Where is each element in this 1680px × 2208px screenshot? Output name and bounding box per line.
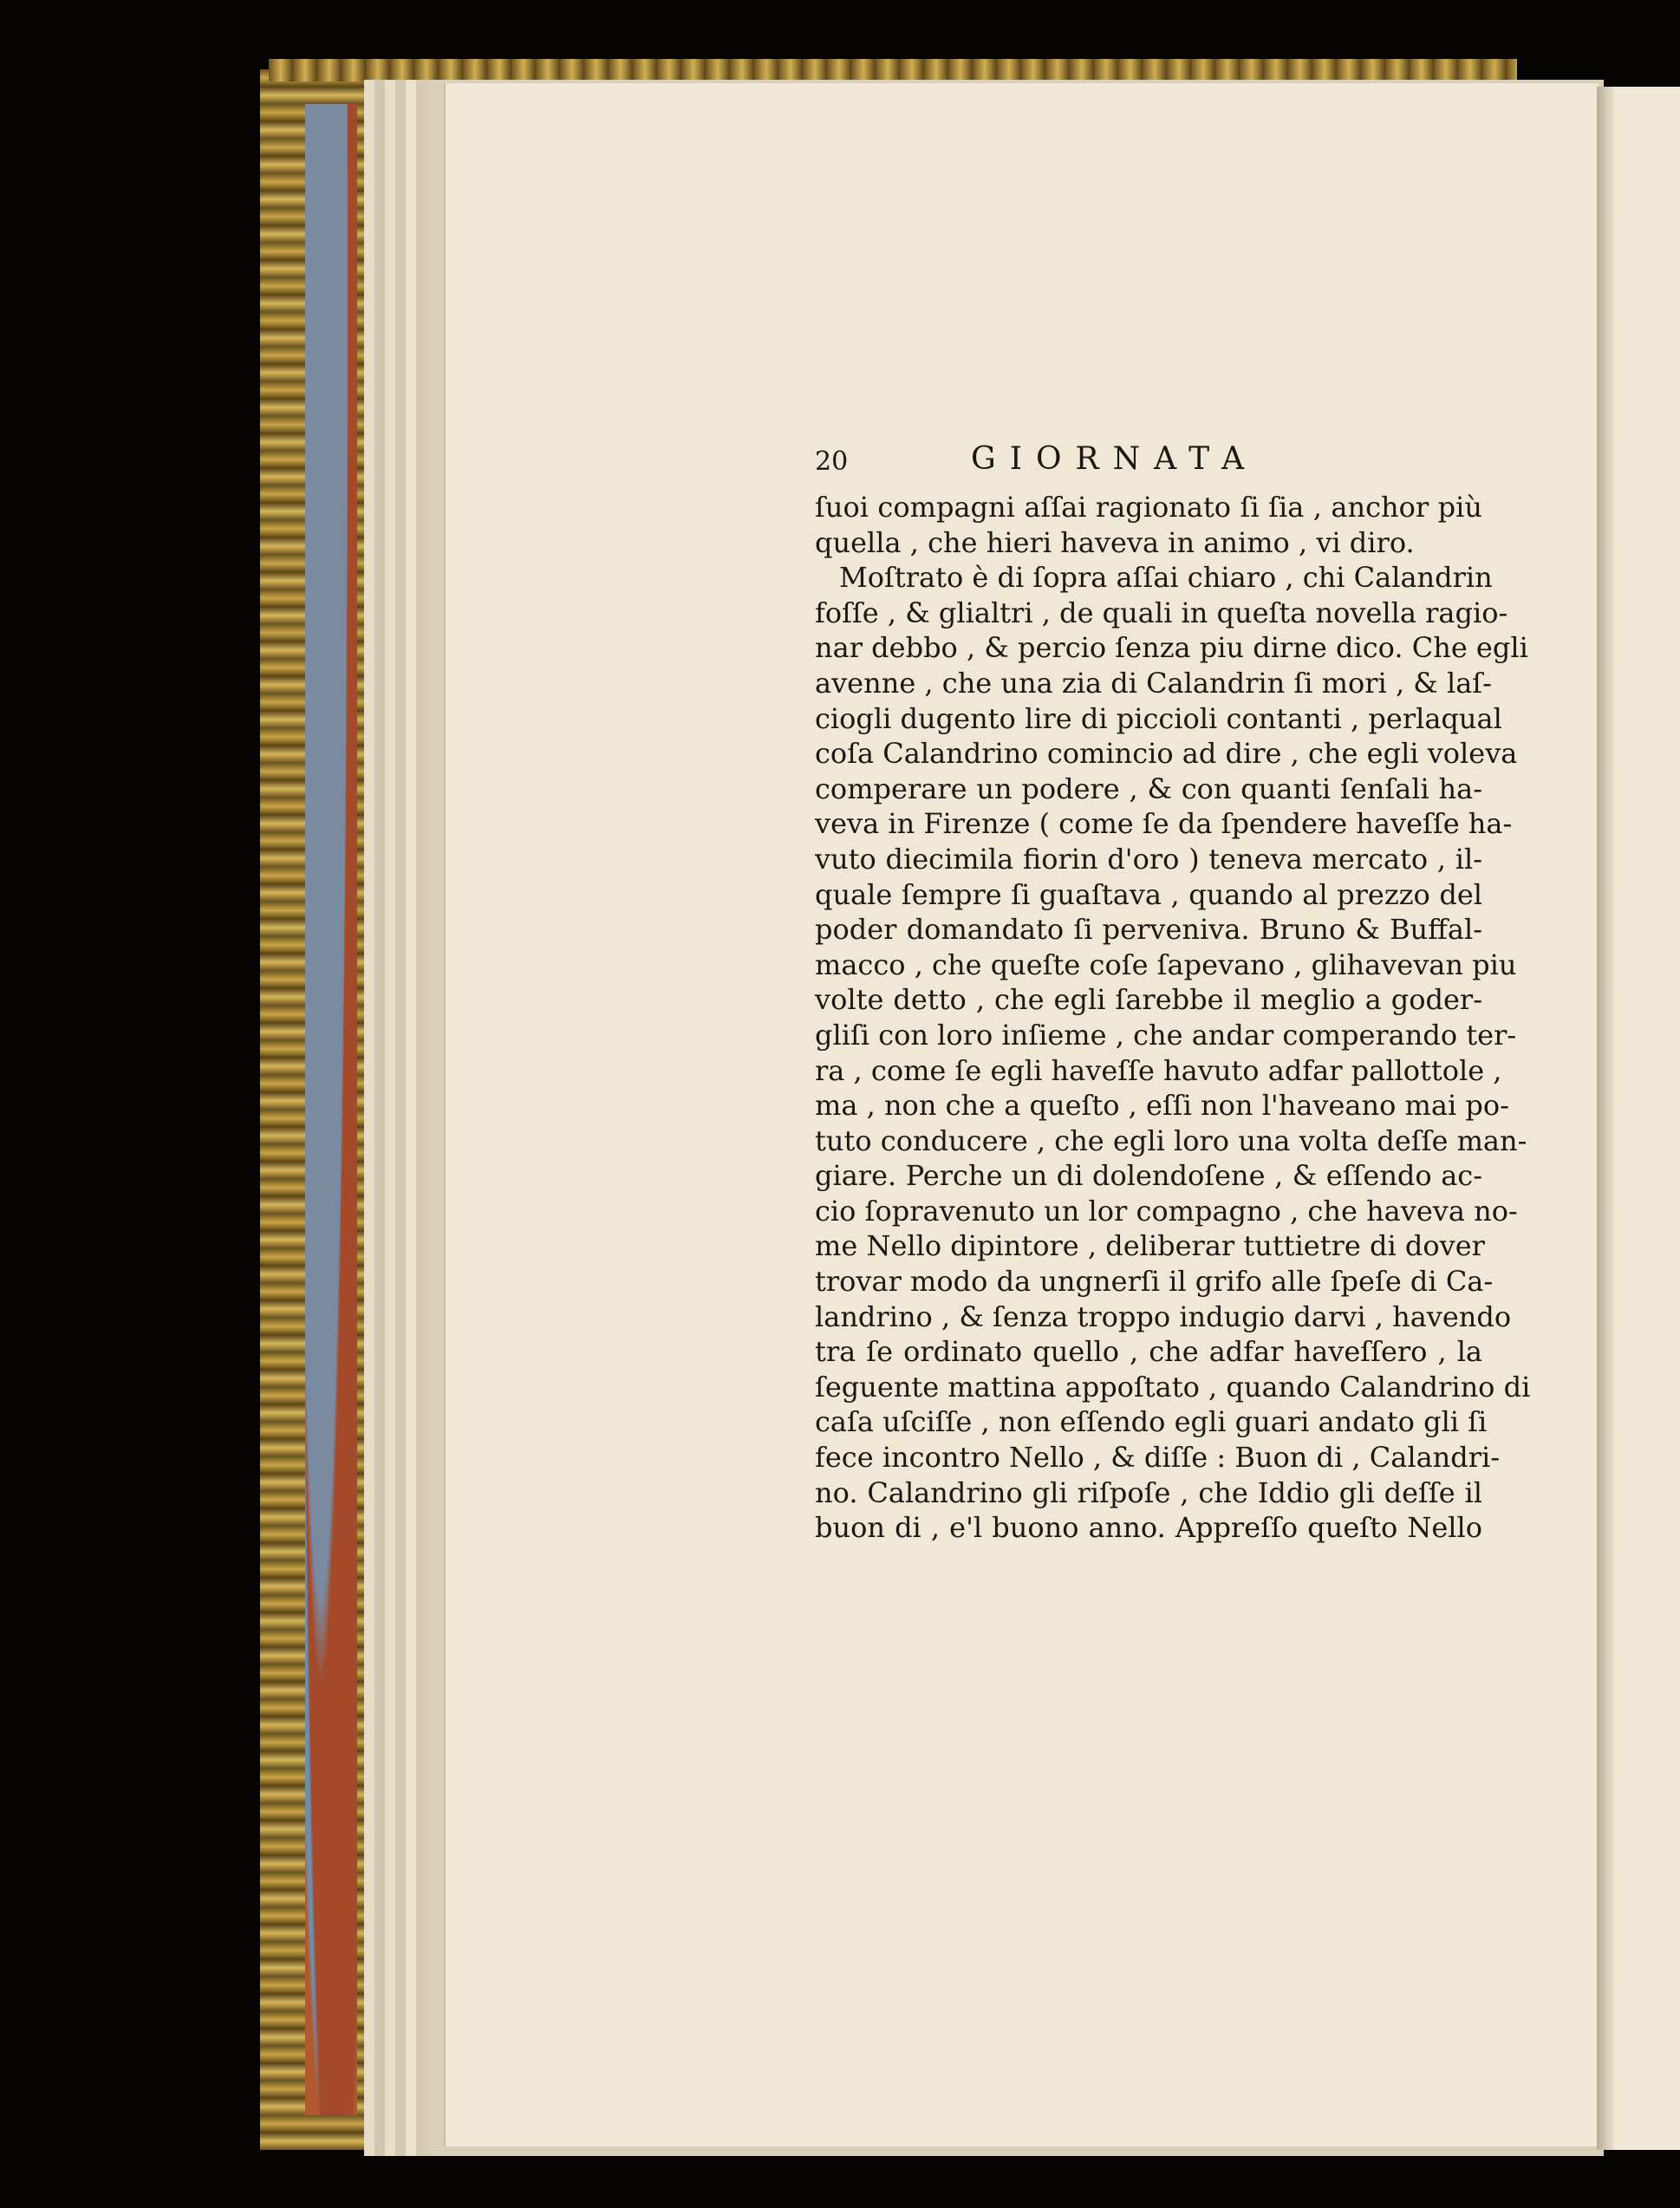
text-line: tuto conducere , che egli loro una volta deſſe man-: [815, 1124, 1527, 1157]
text-line: ciogli dugento lire di piccioli contanti , perlaqual: [815, 701, 1502, 735]
gilt-top-border: [269, 59, 1517, 81]
text-line: fece incontro Nello , & diſſe : Buon di , Calandri-: [815, 1441, 1501, 1475]
text-line: Moſtrato è di ſopra aſſai chiaro , chi Calandrin: [839, 561, 1493, 595]
text-line: macco , che queſte coſe ſapevano , glihavevan piu: [815, 948, 1517, 981]
page-text-block: [815, 438, 1531, 1546]
text-line: ma , non che a queſto , eſſi non l'haveano mai po-: [815, 1089, 1509, 1123]
text-line: avenne , che una zia di Calandrin ſi mori , & laſ-: [815, 666, 1492, 700]
text-line: giare. Perche un di dolendoſene , & eſſendo ac-: [815, 1159, 1482, 1193]
text-line: vuto diecimila fiorin d'oro ) teneva mercato , il-: [815, 842, 1482, 876]
page-gutter: [1597, 87, 1614, 2150]
text-line: quale ſempre ſi guaſtava , quando al prezzo del: [815, 877, 1482, 911]
text-line: buon di , e'l buono anno. Appreſſo queſto Nello: [815, 1511, 1482, 1545]
text-line: ſuoi compagni aſſai ragionato ſi ſia , anchor più: [815, 491, 1482, 524]
running-title: GIORNATA: [971, 441, 1259, 477]
text-line: caſa uſciſſe , non eſſendo egli guari andato gli ſi: [815, 1405, 1488, 1439]
marbled-endpaper: [305, 104, 357, 2115]
text-line: quella , che hieri haveva in animo , vi diro.: [815, 525, 1415, 559]
text-line: ſeguente mattina appoſtato , quando Calandrino di: [815, 1370, 1531, 1404]
text-line: comperare un podere , & con quanti ſenſali ha-: [815, 772, 1482, 805]
text-line: nar debbo , & percio ſenza piu dirne dico. Che egli: [815, 631, 1528, 665]
text-line: cio ſopravenuto un lor compagno , che haveva no-: [815, 1194, 1518, 1228]
text-line: coſa Calandrino comincio ad dire , che egli voleva: [815, 737, 1518, 771]
page-number: 20: [815, 446, 849, 477]
text-line: trovar modo da ungnerſi il grifo alle ſpeſe di Ca-: [815, 1265, 1494, 1299]
text-line: gliſi con loro inſieme , che andar comperando ter-: [815, 1018, 1517, 1052]
running-head: [815, 438, 1482, 490]
text-line: poder domandato ſi perveniva. Bruno & Buffal-: [815, 913, 1482, 947]
text-line: tra ſe ordinato quello , che adfar haveſſero , la: [815, 1335, 1482, 1369]
text-line: no. Calandrino gli riſpoſe , che Iddio gli deſſe il: [815, 1475, 1482, 1509]
text-line: veva in Firenze ( come ſe da ſpendere haveſſe ha-: [815, 807, 1513, 841]
text-line: ra , come ſe egli haveſſe havuto adfar pallottole ,: [815, 1053, 1502, 1087]
text-line: volte detto , che egli ſarebbe il meglio a goder-: [815, 983, 1482, 1017]
text-line: landrino , & ſenza troppo indugio darvi , havendo: [815, 1299, 1512, 1333]
facing-page-edge: [1614, 87, 1680, 2150]
text-line: foſſe , & glialtri , de quali in queſta novella ragio-: [815, 596, 1508, 629]
text-line: me Nello dipintore , deliberar tuttietre di dover: [815, 1229, 1485, 1263]
